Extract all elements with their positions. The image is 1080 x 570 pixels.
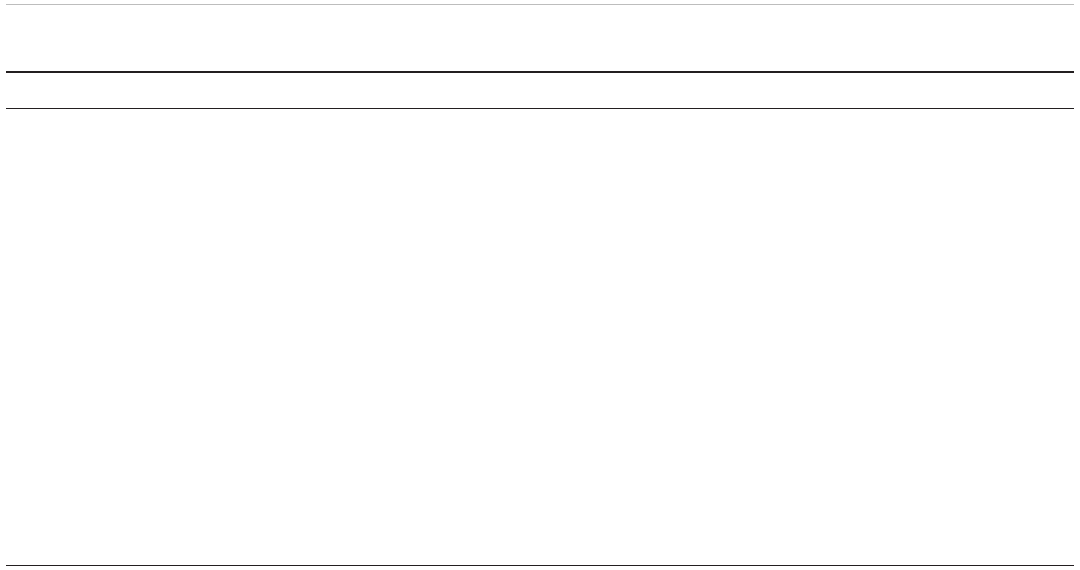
table-caption <box>8 44 1072 58</box>
top-divider <box>6 4 1074 5</box>
table-header-rule <box>6 108 1074 109</box>
table-bottom-rule <box>6 565 1074 566</box>
table-top-rule <box>6 71 1074 73</box>
